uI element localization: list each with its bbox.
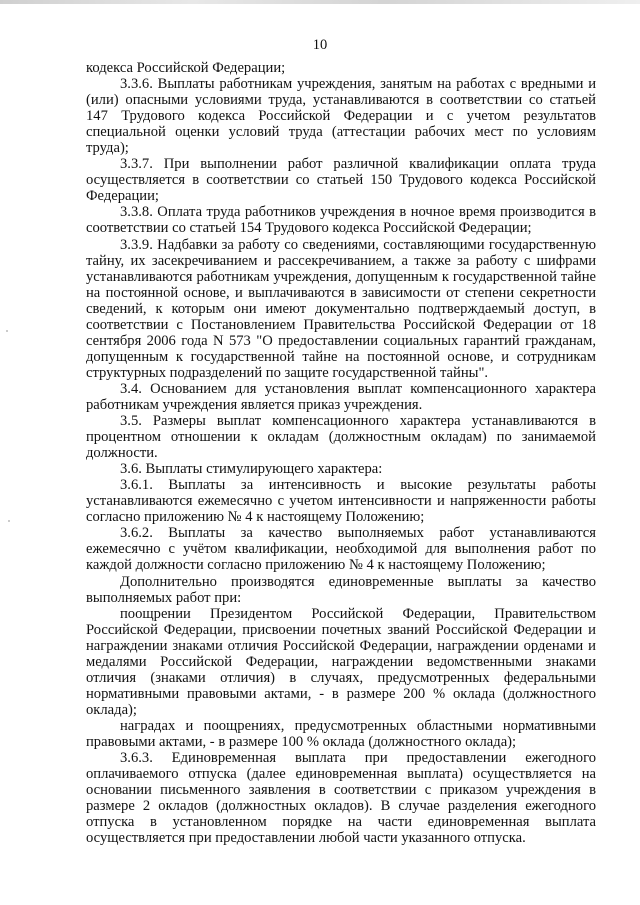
paragraph: 3.6.2. Выплаты за качество выполняемых работ устанавливаются ежемесячно с учётом квалификации, необходимой для выполнения работ по каждой должности согласно приложению № 4 к настоящему Положению; — [86, 525, 596, 574]
paragraph: 3.3.8. Оплата труда работников учреждения в ночное время производится в соответствии со статьей 154 Трудового кодекса Российской Федерации; — [86, 204, 596, 237]
paragraph: 3.6.3. Единовременная выплата при предоставлении ежегодного оплачиваемого отпуска (далее единовременная выплата) осуществляется на основании письменного заявления в соответствии с приказом учреждения в размере 2 окладов (должностных окладов). В случае разделения ежегодного отпуска в установленном порядке на части единовременная выплата осуществляется при предоставлении любой части указанного отпуска. — [86, 750, 596, 847]
paragraph: 3.6.1. Выплаты за интенсивность и высокие результаты работы устанавливаются ежемесячно с учетом интенсивности и напряженности работы согласно приложению № 4 к настоящему Положению; — [86, 477, 596, 526]
paragraph: 3.6. Выплаты стимулирующего характера: — [120, 461, 383, 478]
paragraph: 3.4. Основанием для установления выплат компенсационного характера работникам учреждения является приказ учреждения. — [86, 380, 596, 413]
document-body — [86, 60, 596, 846]
scan-speck — [8, 520, 10, 522]
scan-edge-artifact — [0, 0, 640, 4]
paragraph: 3.3.6. Выплаты работникам учреждения, занятым на работах с вредными и (или) опасными условиями труда, устанавливаются в соответствии со статьей 147 Трудового кодекса Российской Федерации и с учетом результатов специальной оценки условий труда (аттестации рабочих мест по условиям труда); — [86, 76, 596, 157]
paragraph: поощрении Президентом Российской Федерации, Правительством Российской Федерации, присвоении почетных званий Российской Федерации и награждении знаками отличия Российской Федерации, награждении орденами и медалями Российской Федерации, награждении ведомственными знаками отличия (знаками отличия) в случаях, предусмотренных федеральными нормативными правовыми актами, - в размере 200 % оклада (должностного оклада); — [86, 605, 596, 718]
page-number: 10 — [312, 37, 328, 53]
paragraph: 3.3.7. При выполнении работ различной квалификации оплата труда осуществляется в соответствии со статьей 150 Трудового кодекса Российской Федерации; — [86, 156, 596, 205]
paragraph: 3.3.9. Надбавки за работу со сведениями, составляющими государственную тайну, их засекречиванием и рассекречиванием, а также за работу с шифрами устанавливаются работникам учреждения, допущенным к государственной тайне на постоянной основе, и выплачиваются в зависимости от степени секретности сведений, к которым они имеют документально подтверждаемый доступ, в соответствии с Постановлением Правительства Российской Федерации от 18 сентября 2006 года N 573 "О предоставлении социальных гарантий гражданам, допущенным к государственной тайне на постоянной основе, и сотрудникам структурных подразделений по защите государственной тайны". — [86, 236, 596, 381]
scan-speck — [6, 330, 8, 332]
paragraph: кодекса Российской Федерации; — [86, 60, 286, 76]
paragraph: 3.5. Размеры выплат компенсационного характера устанавливаются в процентном отношении к окладам (должностным окладам) по занимаемой должности. — [86, 413, 596, 462]
paragraph: наградах и поощрениях, предусмотренных областными нормативными правовыми актами, - в размере 100 % оклада (должностного оклада); — [86, 717, 596, 750]
paragraph: Дополнительно производятся единовременные выплаты за качество выполняемых работ при: — [86, 573, 596, 606]
